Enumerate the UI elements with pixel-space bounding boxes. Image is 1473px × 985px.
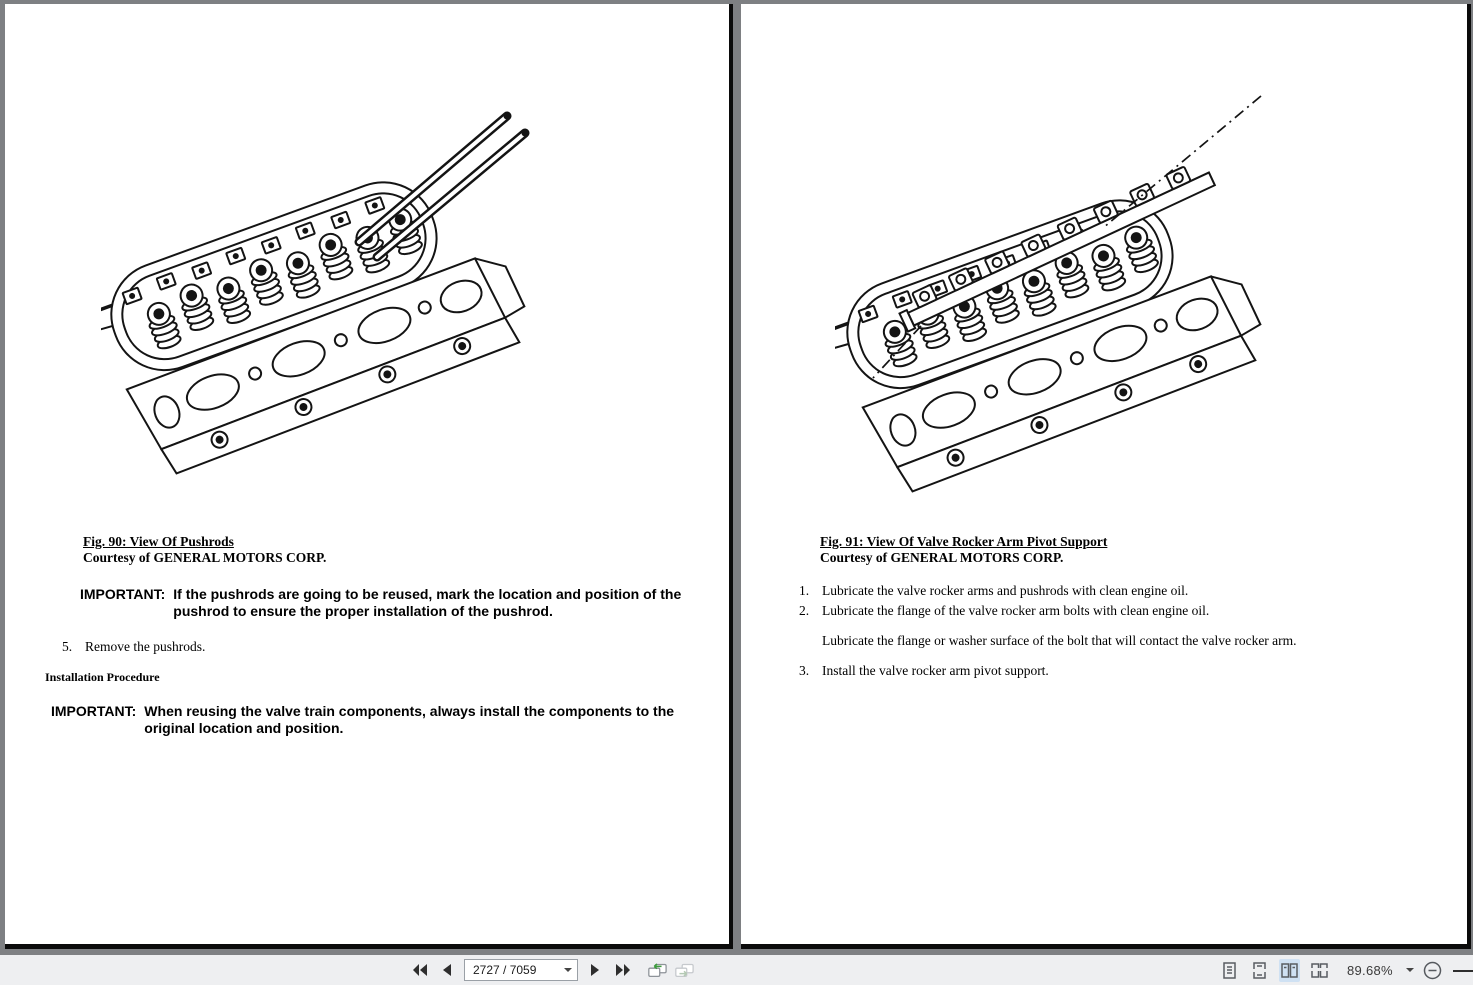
document-page-left <box>5 4 733 949</box>
previous-page-button[interactable] <box>437 958 457 982</box>
next-view-icon <box>674 961 694 979</box>
first-page-icon <box>413 964 428 976</box>
two-page-continuous-view-button[interactable] <box>1309 959 1330 982</box>
step-number: 1. <box>799 583 810 598</box>
previous-page-icon <box>443 964 451 976</box>
sub-paragraph: Lubricate the flange or washer surface of the bolt that will contact the valve rocker arm. <box>822 633 1297 648</box>
zoom-slider[interactable] <box>1453 964 1473 977</box>
figure-91-caption <box>820 534 1107 566</box>
figure-91-credit: Courtesy of GENERAL MOTORS CORP. <box>820 550 1064 565</box>
two-page-view-button[interactable] <box>1279 959 1300 982</box>
single-page-view-button[interactable] <box>1219 959 1240 982</box>
two-page-continuous-view-icon <box>1310 961 1329 980</box>
step-number: 2. <box>799 603 810 618</box>
important-note-install <box>51 703 709 737</box>
important-label: IMPORTANT: <box>80 586 166 602</box>
step-text: Lubricate the flange of the valve rocker arm bolts with clean engine oil. <box>822 603 1210 618</box>
continuous-view-icon <box>1251 961 1268 980</box>
step-number: 5. <box>62 639 73 654</box>
installation-procedure-heading: Installation Procedure <box>45 670 160 684</box>
zoom-slider-track[interactable] <box>1453 970 1473 972</box>
figure-90-caption <box>83 534 326 566</box>
rocker-arm-pivot-support-figure <box>835 88 1280 503</box>
single-page-view-icon <box>1221 961 1238 980</box>
viewer-toolbar <box>0 955 1473 985</box>
list-item <box>799 603 1359 619</box>
page-navigation <box>410 955 694 985</box>
step-text: Remove the pushrods. <box>85 639 206 654</box>
figure-90-credit: Courtesy of GENERAL MOTORS CORP. <box>83 550 327 565</box>
zoom-level-value[interactable]: 89.68% <box>1347 962 1393 978</box>
step-5 <box>62 639 205 655</box>
list-item <box>799 663 1359 679</box>
last-page-button[interactable] <box>612 958 632 982</box>
view-and-zoom-controls <box>1219 955 1473 985</box>
next-page-icon <box>591 964 599 976</box>
pushrods-figure <box>101 100 531 505</box>
continuous-view-button[interactable] <box>1249 959 1270 982</box>
page-field-dropdown-icon[interactable] <box>564 968 572 972</box>
important-text: When reusing the valve train components, always install the components to the original location and position. <box>144 703 675 736</box>
figure-91-title: Fig. 91: View Of Valve Rocker Arm Pivot Support <box>820 534 1108 549</box>
document-page-right <box>741 4 1471 949</box>
previous-view-button[interactable] <box>647 958 667 982</box>
page-number-field[interactable] <box>464 959 578 981</box>
procedure-steps <box>799 583 1359 683</box>
important-note-reuse <box>80 586 718 620</box>
page-number-input[interactable] <box>465 963 561 977</box>
zoom-out-button[interactable] <box>1423 961 1442 980</box>
zoom-dropdown-icon[interactable] <box>1406 968 1414 972</box>
important-label: IMPORTANT: <box>51 703 137 719</box>
important-text: If the pushrods are going to be reused, mark the location and position of the pushrod to ensure the proper installation of the pushrod. <box>173 586 682 619</box>
previous-view-icon <box>647 961 667 979</box>
next-view-button[interactable] <box>674 958 694 982</box>
figure-90-title: Fig. 90: View Of Pushrods <box>83 534 234 549</box>
step-text: Lubricate the valve rocker arms and pushrods with clean engine oil. <box>822 583 1189 598</box>
list-item <box>799 583 1359 599</box>
next-page-button[interactable] <box>585 958 605 982</box>
first-page-button[interactable] <box>410 958 430 982</box>
step-text: Install the valve rocker arm pivot support. <box>822 663 1049 678</box>
two-page-view-icon <box>1280 961 1299 980</box>
step-number: 3. <box>799 663 810 678</box>
last-page-icon <box>615 964 630 976</box>
